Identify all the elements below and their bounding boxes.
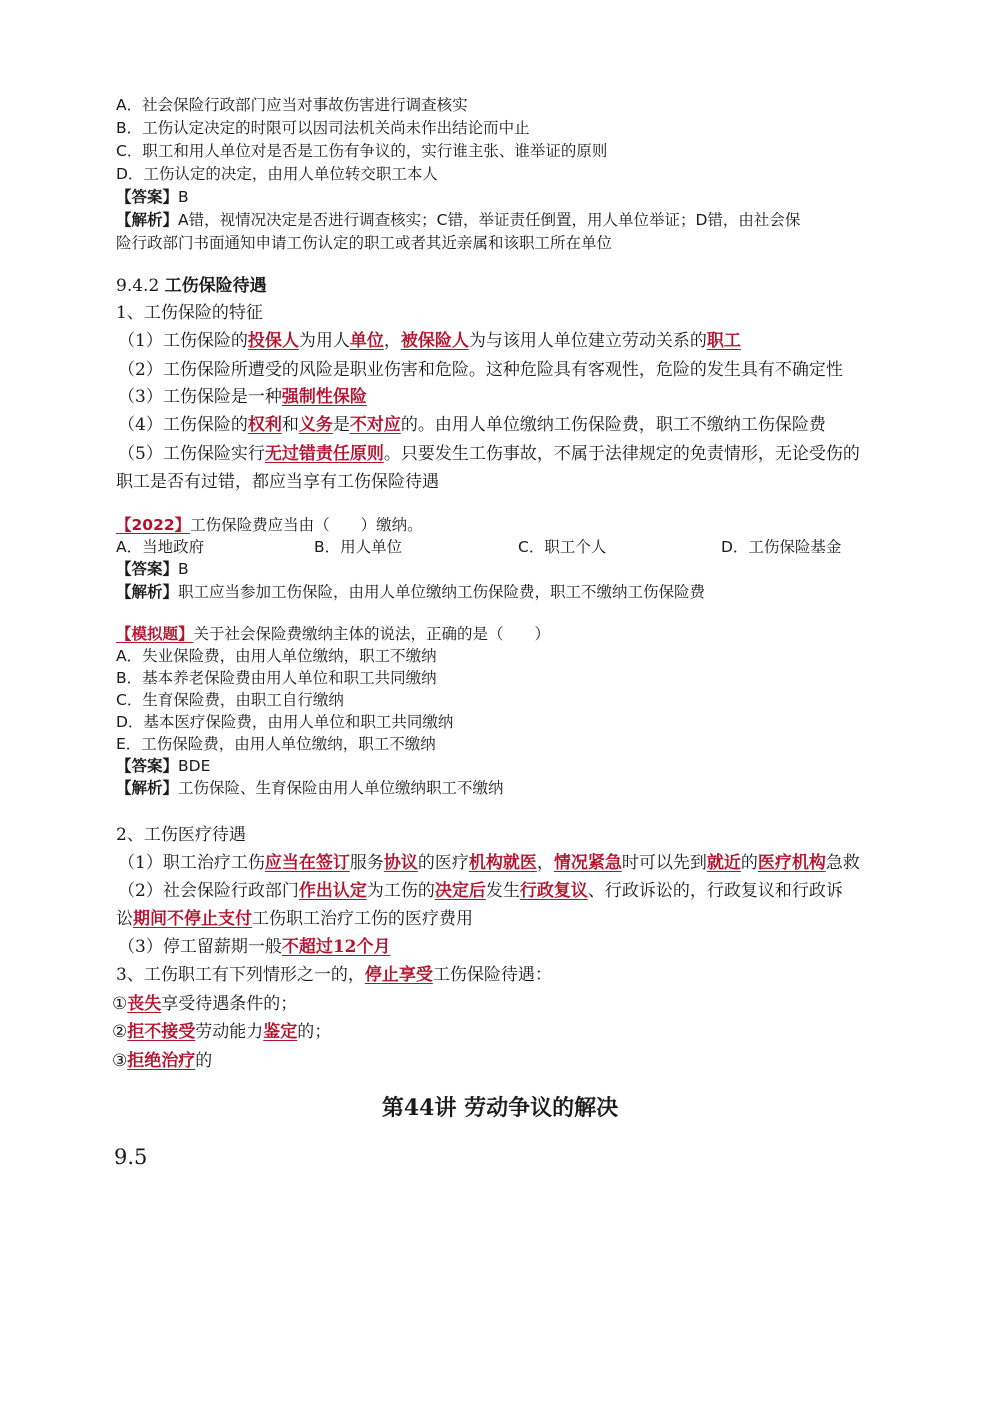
- q1-analysis-line1: [116, 213, 800, 229]
- q2-analysis: 【解析】职工应当参加工伤保险，由用人单位缴纳工伤保险费，职工不缴纳工伤保险费: [116, 583, 706, 601]
- analysis-text: A错，视情况决定是否进行调查核实；C错，举证责任倒置，用人单位举证；D错，由社会保: [178, 211, 801, 229]
- keyword: 不超过12个月: [281, 937, 391, 957]
- keyword: 不对应: [349, 415, 401, 435]
- keyword: 投保人: [247, 331, 299, 351]
- keyword: 协议: [383, 853, 418, 873]
- section-title: 工伤保险待遇: [164, 276, 267, 296]
- keyword: 期间不停止支付: [133, 909, 252, 929]
- feature-5-line2: 职工是否有过错，都应当享有工伤保险待遇: [116, 472, 439, 492]
- answer-label: 【答案】: [116, 188, 179, 206]
- keyword: 决定后: [434, 881, 486, 901]
- section-number: 9.4.2: [116, 276, 165, 296]
- q2-option-b: B．用人单位: [314, 538, 403, 556]
- medical-3: （3）停工留薪期一般不超过12个月: [118, 937, 391, 957]
- keyword: 权利: [247, 415, 282, 435]
- q3-analysis: 【解析】工伤保险、生育保险由用人单位缴纳职工不缴纳: [116, 779, 504, 797]
- stop-item-3: ③拒绝治疗的: [112, 1051, 213, 1071]
- feature-2: （2）工伤保险所遭受的风险是职业伤害和危险。这种危险具有客观性，危险的发生具有不确定性: [118, 360, 843, 380]
- medical-2-line1: （2）社会保险行政部门作出认定为工伤的决定后发生行政复议、行政诉讼的，行政复议和行政诉: [118, 881, 843, 901]
- stop-item-1: ①丧失享受待遇条件的；: [112, 994, 298, 1014]
- feature-4: （4）工伤保险的权利和义务是不对应的。由用人单位缴纳工伤保险费，职工不缴纳工伤保险费: [118, 415, 826, 435]
- feature-3: （3）工伤保险是一种强制性保险: [118, 387, 367, 407]
- section-heading-95: 9.5: [114, 1145, 148, 1169]
- keyword: 就近: [706, 853, 741, 873]
- keyword: 职工: [706, 331, 741, 351]
- q3-option-d: D．基本医疗保险费，由用人单位和职工共同缴纳: [116, 713, 454, 731]
- analysis-label: 【解析】: [116, 211, 179, 229]
- keyword: 无过错责任原则: [264, 444, 384, 464]
- medical-2-line2: 讼期间不停止支付工伤职工治疗工伤的医疗费用: [116, 909, 473, 929]
- q2-option-c: C．职工个人: [518, 538, 607, 556]
- keyword: 行政复议: [519, 881, 588, 901]
- keyword: 医疗机构: [757, 853, 826, 873]
- q2-answer: 【答案】B: [116, 560, 189, 578]
- q2-stem: 【2022】工伤保险费应当由（ ）缴纳。: [116, 516, 423, 534]
- q1-option-b: B．工伤认定决定的时限可以因司法机关尚未作出结论而中止: [116, 119, 530, 137]
- medical-1: （1）职工治疗工伤应当在签订服务协议的医疗机构就医，情况紧急时可以先到就近的医疗机构急救: [118, 853, 860, 873]
- section-heading-942: [116, 278, 267, 295]
- features-title: 1、工伤保险的特征: [116, 303, 263, 323]
- keyword: 情况紧急: [553, 853, 622, 873]
- q3-answer: 【答案】BDE: [116, 757, 211, 775]
- keyword: 单位: [349, 331, 384, 351]
- keyword: 强制性保险: [281, 387, 367, 407]
- sim-tag: 【模拟题】: [116, 625, 194, 643]
- stop-title: 3、工伤职工有下列情形之一的，停止享受工伤保险待遇：: [116, 965, 552, 985]
- year-tag: 【2022】: [116, 516, 191, 534]
- feature-1: （1）工伤保险的投保人为用人单位，被保险人为与该用人单位建立劳动关系的职工: [118, 331, 741, 351]
- keyword: 拒不接受: [127, 1022, 196, 1042]
- q1-answer: [116, 190, 189, 206]
- keyword: 拒绝治疗: [127, 1051, 196, 1071]
- q1-analysis-line2: 险行政部门书面通知申请工伤认定的职工或者其近亲属和该职工所在单位: [116, 234, 613, 252]
- keyword: 鉴定: [263, 1022, 298, 1042]
- q1-option-c: C．职工和用人单位对是否是工伤有争议的，实行谁主张、谁举证的原则: [116, 142, 608, 160]
- keyword: 作出认定: [298, 881, 367, 901]
- keyword: 停止享受: [364, 965, 433, 985]
- q2-option-d: D．工伤保险基金: [721, 538, 842, 556]
- stop-item-2: ②拒不接受劳动能力鉴定的；: [112, 1022, 332, 1042]
- keyword: 被保险人: [400, 331, 469, 351]
- q3-option-c: C．生育保险费，由职工自行缴纳: [116, 691, 344, 709]
- q3-option-b: B．基本养老保险费由用人单位和职工共同缴纳: [116, 669, 437, 687]
- q3-stem: 【模拟题】关于社会保险费缴纳主体的说法，正确的是（ ）: [116, 625, 551, 643]
- answer-value: B: [178, 188, 189, 206]
- q3-option-a: A．失业保险费，由用人单位缴纳，职工不缴纳: [116, 647, 437, 665]
- q1-option-a: A．社会保险行政部门应当对事故伤害进行调查核实: [116, 96, 468, 114]
- keyword: 应当在签订: [264, 853, 350, 873]
- q1-option-d: D．工伤认定的决定，由用人单位转交职工本人: [116, 165, 438, 183]
- keyword: 义务: [298, 415, 333, 435]
- keyword: 丧失: [127, 994, 162, 1014]
- q3-option-e: E．工伤保险费，由用人单位缴纳，职工不缴纳: [116, 735, 436, 753]
- keyword: 机构就医: [468, 853, 537, 873]
- medical-title: 2、工伤医疗待遇: [116, 825, 246, 845]
- q2-option-a: A．当地政府: [116, 538, 205, 556]
- feature-5-line1: （5）工伤保险实行无过错责任原则。只要发生工伤事故，不属于法律规定的免责情形，无论受伤的: [118, 444, 860, 464]
- lecture-title: 第44讲 劳动争议的解决: [381, 1095, 619, 1121]
